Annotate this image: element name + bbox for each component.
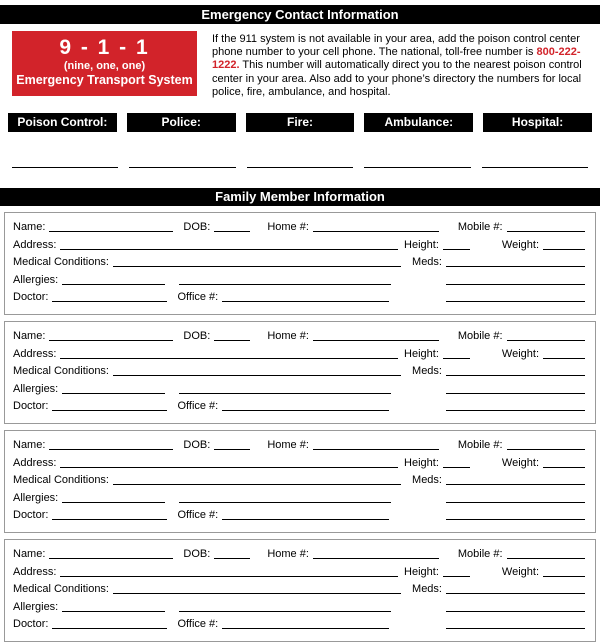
emergency-info-section xyxy=(12,31,588,97)
height-label: Height: xyxy=(404,456,439,469)
family-member-block xyxy=(4,212,596,315)
medical-conditions-row xyxy=(13,254,585,272)
address-row xyxy=(13,564,585,582)
height-label: Height: xyxy=(404,238,439,251)
family-member-block xyxy=(4,321,596,424)
home-phone-line xyxy=(313,548,439,559)
office-phone-line xyxy=(222,509,389,520)
meds-continuation-line-2 xyxy=(446,618,585,629)
dob-line xyxy=(214,221,250,232)
meds-continuation-line-1 xyxy=(446,492,585,503)
doctor-line xyxy=(52,291,167,302)
dob-label: DOB: xyxy=(183,439,211,451)
911-badge xyxy=(12,31,197,96)
emergency-contact-fill-lines-row xyxy=(12,155,588,169)
meds-continuation-line-1 xyxy=(446,383,585,394)
dob-line xyxy=(214,330,250,341)
emergency-contact-labels-row xyxy=(8,113,592,132)
address-line xyxy=(60,457,398,468)
name-line xyxy=(49,330,173,341)
fire-line xyxy=(247,155,353,168)
ambulance-label: Ambulance: xyxy=(364,113,473,132)
weight-label: Weight: xyxy=(501,565,539,578)
allergies-label: Allergies: xyxy=(13,382,59,395)
allergies-line xyxy=(62,383,165,394)
allergies-row xyxy=(13,490,585,508)
address-line xyxy=(60,348,398,359)
address-label: Address: xyxy=(13,238,57,251)
ambulance-line xyxy=(364,155,470,168)
911-subtitle: Emergency Transport System xyxy=(16,73,193,87)
doctor-label: Doctor: xyxy=(13,400,49,412)
meds-line xyxy=(446,256,585,267)
mobile-phone-line xyxy=(507,548,585,559)
height-line xyxy=(443,239,470,250)
dob-label: DOB: xyxy=(183,548,211,560)
doctor-label: Doctor: xyxy=(13,618,49,630)
meds-continuation-line-1 xyxy=(446,274,585,285)
home-phone-line xyxy=(313,330,439,341)
home-phone-label: Home #: xyxy=(267,330,309,342)
weight-line xyxy=(543,348,585,359)
police-line xyxy=(129,155,235,168)
height-label: Height: xyxy=(404,565,439,578)
allergies-row xyxy=(13,272,585,290)
name-label: Name: xyxy=(13,548,46,560)
weight-label: Weight: xyxy=(501,238,539,251)
poison-control-label: Poison Control: xyxy=(8,113,117,132)
office-phone-label: Office #: xyxy=(177,291,219,303)
address-label: Address: xyxy=(13,565,57,578)
doctor-label: Doctor: xyxy=(13,509,49,521)
meds-continuation-line-2 xyxy=(446,291,585,302)
home-phone-label: Home #: xyxy=(267,548,309,560)
911-pronunciation: (nine, one, one) xyxy=(63,60,146,72)
allergies-label: Allergies: xyxy=(13,273,59,286)
family-members-list xyxy=(4,212,596,642)
911-number: 9 - 1 - 1 xyxy=(59,36,150,59)
doctor-row xyxy=(13,398,585,416)
police-label: Police: xyxy=(127,113,236,132)
name-row xyxy=(13,437,585,455)
mobile-phone-label: Mobile #: xyxy=(457,548,503,560)
home-phone-label: Home #: xyxy=(267,439,309,451)
allergies-label: Allergies: xyxy=(13,600,59,613)
poison-control-line xyxy=(12,155,118,168)
home-phone-line xyxy=(313,221,439,232)
address-row xyxy=(13,346,585,364)
mobile-phone-label: Mobile #: xyxy=(457,221,503,233)
medical-conditions-line xyxy=(113,256,401,267)
medical-conditions-row xyxy=(13,581,585,599)
doctor-line xyxy=(52,618,167,629)
name-label: Name: xyxy=(13,221,46,233)
medical-conditions-label: Medical Conditions: xyxy=(13,365,109,377)
doctor-line xyxy=(52,400,167,411)
name-row xyxy=(13,219,585,237)
meds-continuation-line-2 xyxy=(446,400,585,411)
weight-line xyxy=(543,239,585,250)
address-line xyxy=(60,239,398,250)
medical-conditions-line xyxy=(113,365,401,376)
height-line xyxy=(443,457,470,468)
doctor-label: Doctor: xyxy=(13,291,49,303)
allergies-continuation-line xyxy=(179,383,391,394)
allergies-label: Allergies: xyxy=(13,491,59,504)
meds-label: Meds: xyxy=(412,583,442,595)
dob-label: DOB: xyxy=(183,330,211,342)
allergies-continuation-line xyxy=(179,274,391,285)
office-phone-line xyxy=(222,291,389,302)
office-phone-line xyxy=(222,400,389,411)
family-header-bar: Family Member Information xyxy=(0,188,600,206)
mobile-phone-line xyxy=(507,439,585,450)
meds-label: Meds: xyxy=(412,256,442,268)
fire-label: Fire: xyxy=(246,113,355,132)
dob-line xyxy=(214,548,250,559)
allergies-continuation-line xyxy=(179,601,391,612)
doctor-row xyxy=(13,616,585,634)
office-phone-label: Office #: xyxy=(177,618,219,630)
allergies-line xyxy=(62,274,165,285)
medical-conditions-line xyxy=(113,583,401,594)
poison-control-phone-number: 800-222-1222. xyxy=(212,46,581,72)
medical-conditions-row xyxy=(13,472,585,490)
meds-continuation-line-1 xyxy=(446,601,585,612)
name-line xyxy=(49,439,173,450)
name-line xyxy=(49,548,173,559)
address-label: Address: xyxy=(13,456,57,469)
medical-conditions-label: Medical Conditions: xyxy=(13,583,109,595)
medical-conditions-line xyxy=(113,474,401,485)
meds-label: Meds: xyxy=(412,474,442,486)
medical-conditions-label: Medical Conditions: xyxy=(13,256,109,268)
name-label: Name: xyxy=(13,330,46,342)
office-phone-label: Office #: xyxy=(177,400,219,412)
instructions-before-phone: If the 911 system is not available in your area, add the poison control center phone number to your cell phone. The national, toll-free number is xyxy=(212,33,580,59)
address-line xyxy=(60,566,398,577)
family-member-block xyxy=(4,539,596,642)
name-row xyxy=(13,546,585,564)
weight-line xyxy=(543,457,585,468)
weight-label: Weight: xyxy=(501,347,539,360)
meds-label: Meds: xyxy=(412,365,442,377)
family-member-block xyxy=(4,430,596,533)
hospital-line xyxy=(482,155,588,168)
instructions-after-phone: This number will automatically direct you to the nearest poison control center in your area. Also add to your phone’s directory the numbers for local police, fire, ambulance, and hospital. xyxy=(212,59,582,98)
doctor-line xyxy=(52,509,167,520)
weight-line xyxy=(543,566,585,577)
allergies-line xyxy=(62,492,165,503)
address-row xyxy=(13,455,585,473)
height-line xyxy=(443,348,470,359)
instructions-text xyxy=(212,31,588,97)
office-phone-line xyxy=(222,618,389,629)
meds-continuation-line-2 xyxy=(446,509,585,520)
medical-conditions-row xyxy=(13,363,585,381)
meds-line xyxy=(446,474,585,485)
name-line xyxy=(49,221,173,232)
doctor-row xyxy=(13,289,585,307)
allergies-line xyxy=(62,601,165,612)
office-phone-label: Office #: xyxy=(177,509,219,521)
mobile-phone-label: Mobile #: xyxy=(457,439,503,451)
name-row xyxy=(13,328,585,346)
meds-line xyxy=(446,365,585,376)
height-line xyxy=(443,566,470,577)
medical-conditions-label: Medical Conditions: xyxy=(13,474,109,486)
mobile-phone-line xyxy=(507,221,585,232)
weight-label: Weight: xyxy=(501,456,539,469)
mobile-phone-line xyxy=(507,330,585,341)
home-phone-label: Home #: xyxy=(267,221,309,233)
dob-label: DOB: xyxy=(183,221,211,233)
name-label: Name: xyxy=(13,439,46,451)
allergies-row xyxy=(13,599,585,617)
doctor-row xyxy=(13,507,585,525)
height-label: Height: xyxy=(404,347,439,360)
meds-line xyxy=(446,583,585,594)
emergency-header-bar: Emergency Contact Information xyxy=(0,5,600,24)
allergies-row xyxy=(13,381,585,399)
dob-line xyxy=(214,439,250,450)
home-phone-line xyxy=(313,439,439,450)
mobile-phone-label: Mobile #: xyxy=(457,330,503,342)
hospital-label: Hospital: xyxy=(483,113,592,132)
address-label: Address: xyxy=(13,347,57,360)
allergies-continuation-line xyxy=(179,492,391,503)
address-row xyxy=(13,237,585,255)
